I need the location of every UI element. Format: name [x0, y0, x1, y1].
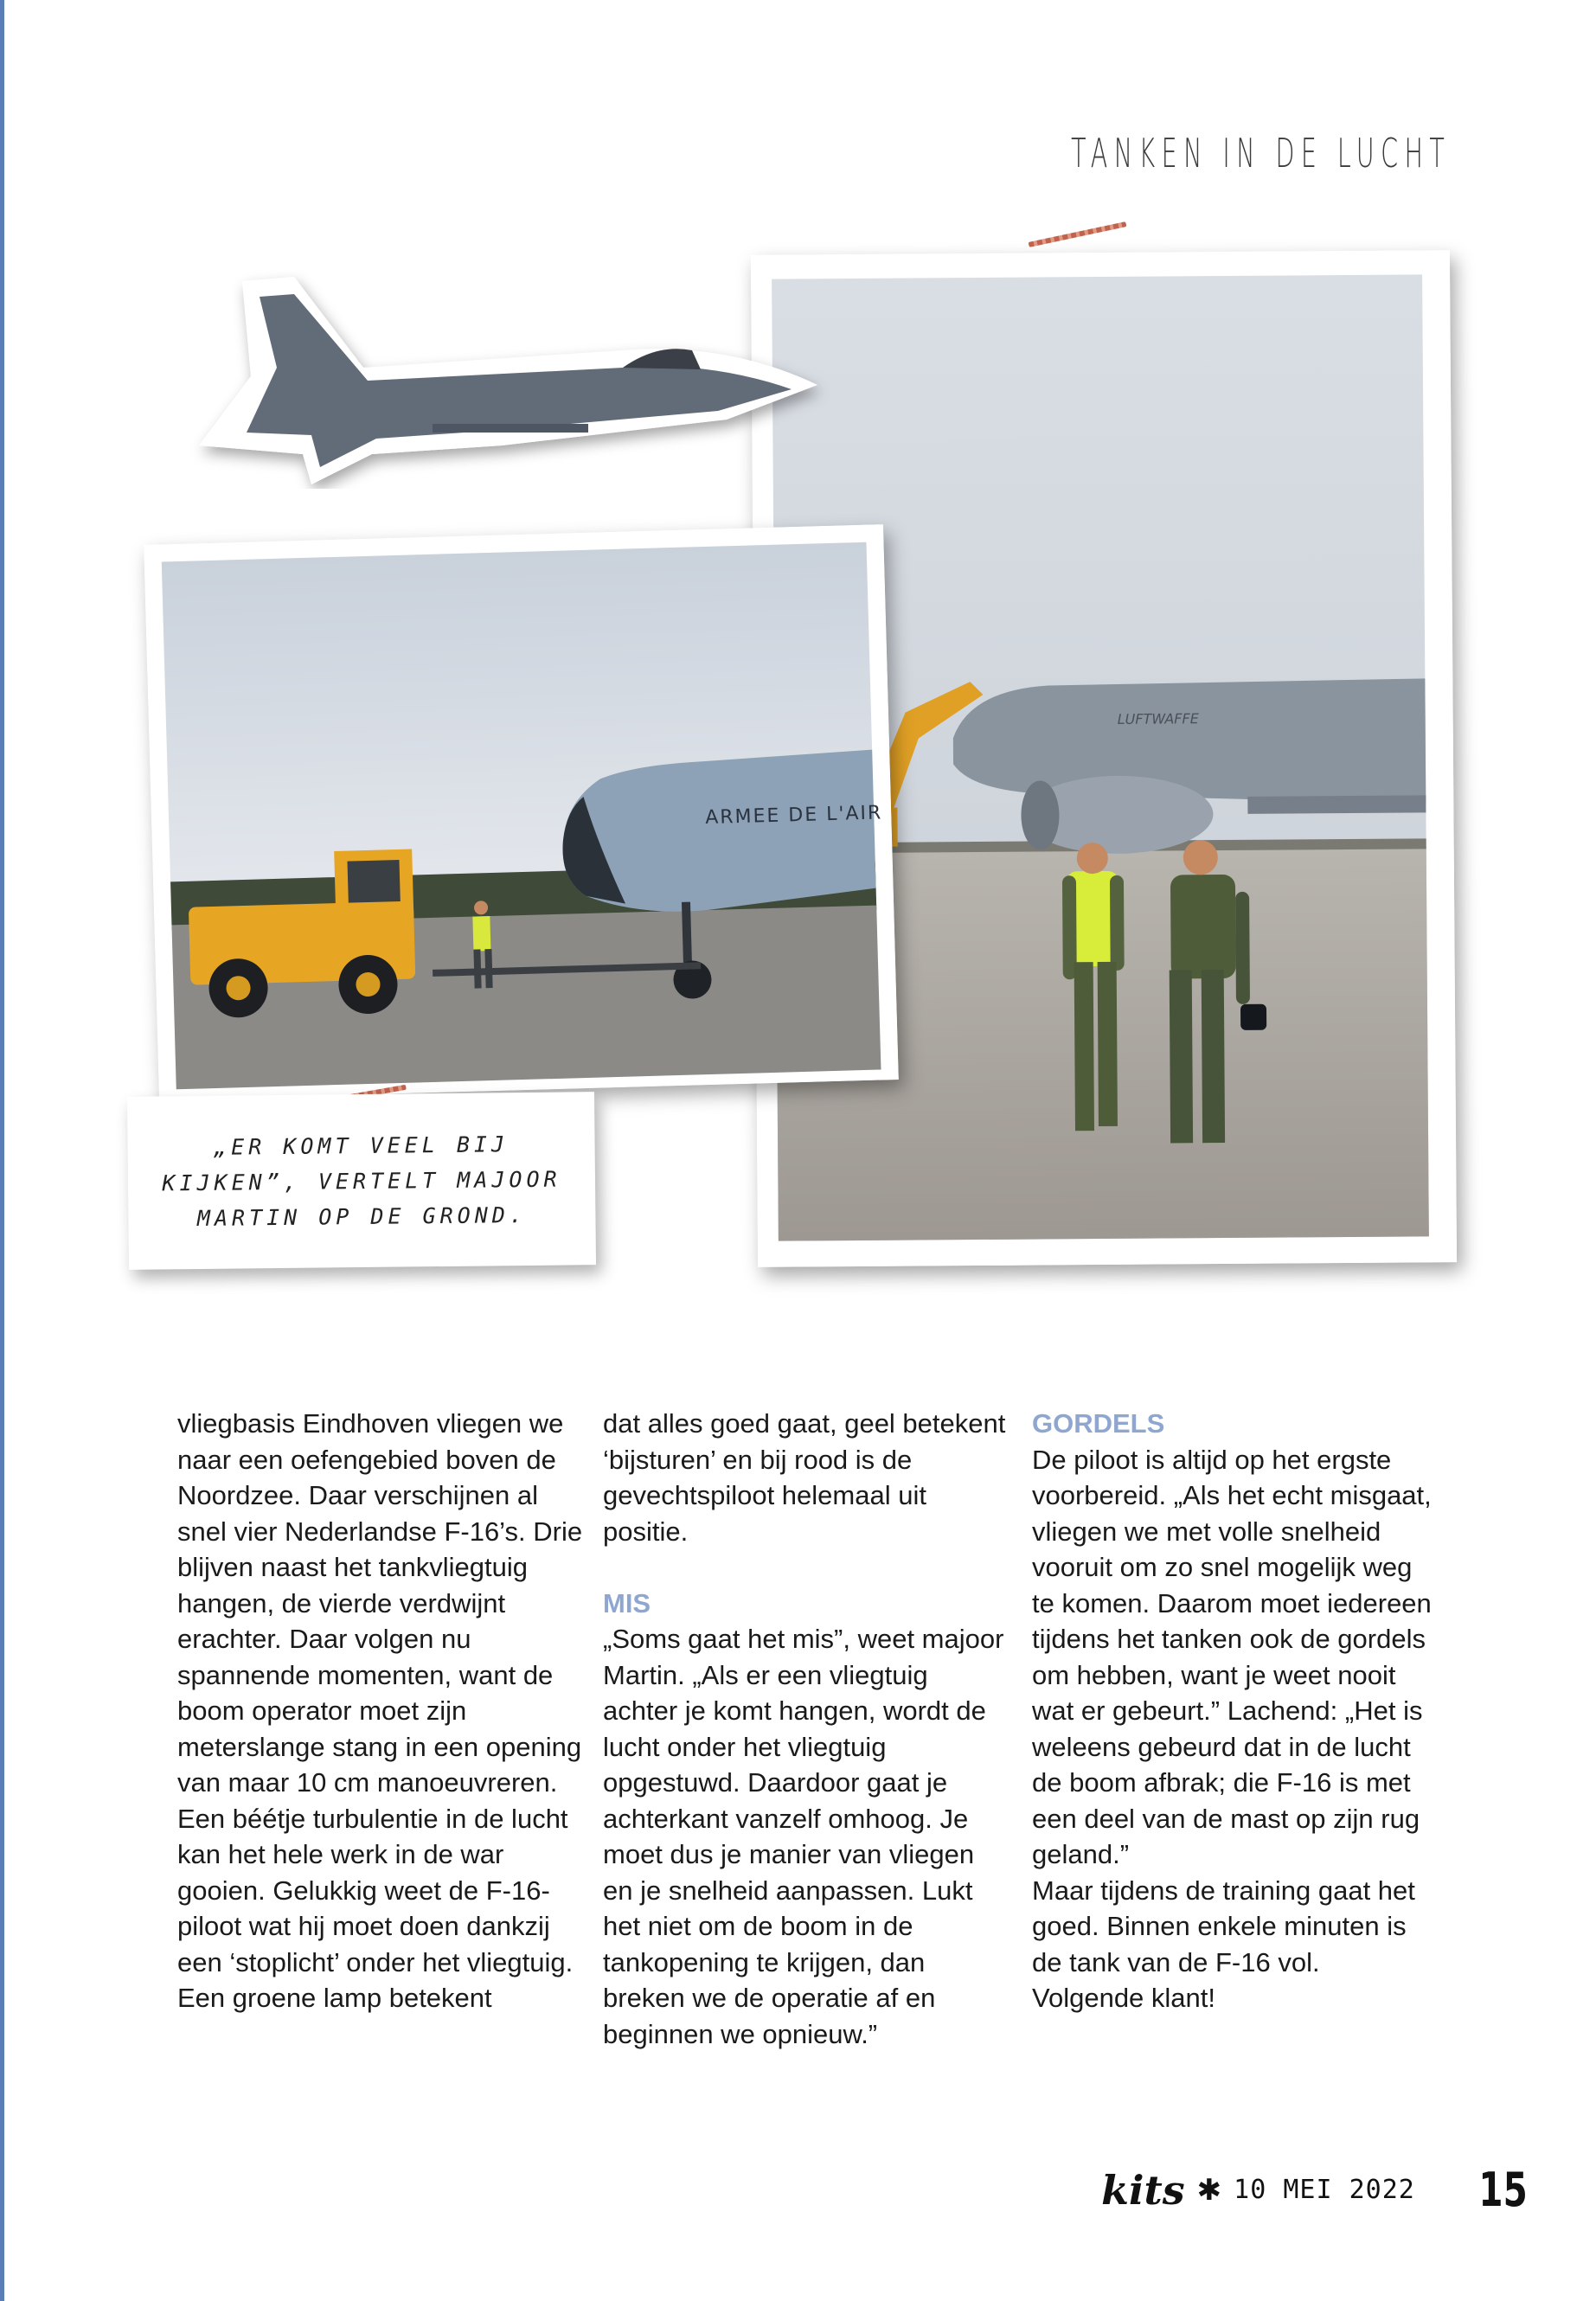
article-paragraph: De piloot is altijd op het ergste voorbereid. „Als het echt misgaat, vliegen we met volle snelheid vooruit om zo snel mogelijk weg te komen. Daarom moet iedereen tijdens het tanken ook de gordels om hebben, want je weet nooit wat er gebeurt.” Lachend: „Het is weleens gebeurd dat in de lucht de boom afbrak; die F-16 is met een deel van de mast op zijn rug geland.” — [1032, 1444, 1432, 1869]
article-column-3 — [1032, 1406, 1439, 2016]
a330-marking: LUFTWAFFE — [1117, 710, 1199, 727]
section-title: TANKEN IN DE LUCHT — [1070, 130, 1451, 176]
kc135-marking: ARMEE DE L'AIR — [704, 802, 883, 830]
magazine-logo: kits — [1101, 2166, 1185, 2214]
article-paragraph: „Soms gaat het mis”, weet majoor Martin. „Als er een vliegtuig achter je komt hangen, wordt de lucht onder het vliegtuig opgestuwd. Daardoor gaat je achterkant vanzelf omhoog. Je moet dus je manier van vliegen en je snelheid aanpassen. Lukt het niet om de boom in de tankopening te krijgen, dan breken we de operatie af en beginnen we opnieuw.” — [603, 1624, 1004, 2049]
photo-caption-card — [127, 1092, 596, 1270]
subhead-mis: MIS — [603, 1587, 651, 1618]
asterisk-icon: ✱ — [1196, 2173, 1222, 2207]
photo-caption: „ER KOMT VEEL BIJ KIJKEN”, VERTELT MAJOOR MARTIN OP DE GROND. — [162, 1131, 561, 1231]
f16-cutout-photo — [173, 247, 830, 489]
issue-date: 10 MEI 2022 — [1234, 2175, 1415, 2205]
page-number: 15 — [1478, 2163, 1528, 2217]
article-column-1 — [177, 1406, 584, 2016]
tape-strip-right — [1029, 221, 1127, 247]
article-paragraph: vliegbasis Eindhoven vliegen we naar een oefengebied boven de Noordzee. Daar verschijnen al snel vier Nederlandse F-16’s. Drie blijven naast het tankvliegtuig hangen, de vierde verdwijnt erachter. Daar volgen nu spannende momenten, want de boom operator moet zijn meterslange stang in een opening van maar 10 cm manoeuvreren. Een béétje turbulentie in de lucht kan het hele werk in de war gooien. Gelukkig weet de F-16-piloot wat hij moet doen dankzij een ‘stoplicht’ onder het vliegtuig. Een groene lamp betekent — [177, 1408, 583, 2013]
article-paragraph: Maar tijdens de training gaat het goed. Binnen enkele minuten is de tank van de F-16 vol. Volgende klant! — [1032, 1875, 1415, 2013]
article-column-2 — [603, 1406, 1010, 2052]
page-footer — [1101, 2163, 1535, 2217]
article-paragraph: dat alles goed gaat, geel betekent ‘bijsturen’ en bij rood is de gevechtspiloot helemaal uit positie. — [603, 1408, 1006, 1547]
page-edge-bar — [0, 0, 4, 2301]
photo-kc135-tow — [144, 524, 899, 1100]
subhead-gordels: GORDELS — [1032, 1408, 1165, 1439]
